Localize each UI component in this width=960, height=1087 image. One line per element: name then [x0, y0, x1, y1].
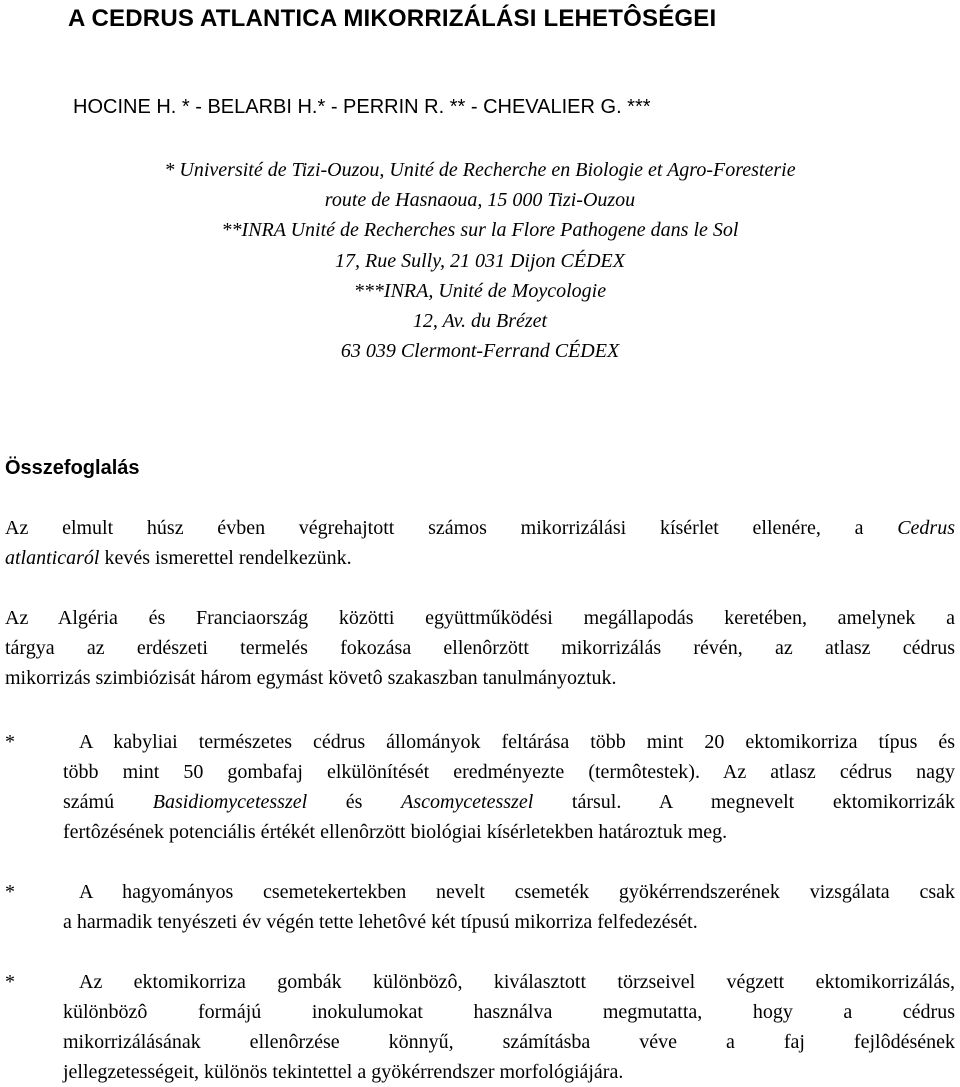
paragraph-line — [5, 513, 955, 543]
bullet-body — [63, 967, 955, 1087]
bullet-body — [63, 727, 955, 847]
summary-paragraph-1 — [5, 513, 955, 573]
bullet-marker: * — [5, 971, 15, 993]
taxon-name: Ascomycetesszel — [401, 791, 534, 813]
paragraph-line: különbözô formájú inokulumokat használva megmutatta, hogy a cédrus — [63, 1001, 955, 1023]
summary-heading: Összefoglalás — [5, 457, 140, 479]
summary-paragraph-2 — [5, 603, 955, 693]
text-run: és — [307, 791, 402, 813]
paragraph-line: mikorrizás szimbiózisát három egymást követô szakaszban tanulmányoztuk. — [5, 667, 617, 689]
bullet-marker: * — [5, 731, 15, 753]
paragraph-line — [63, 787, 955, 817]
text-run: társul. A megnevelt ektomikorrizák — [533, 791, 956, 813]
paragraph-line: Az Algéria és Franciaország közötti együttműködési megállapodás keretében, amelynek a — [5, 607, 955, 629]
affiliation-line: 12, Av. du Brézet — [412, 310, 548, 333]
paragraph-line: fertôzésének potenciális értékét ellenôrzött biológiai kísérletekben határoztuk meg. — [63, 821, 728, 843]
paragraph-line: tárgya az erdészeti termelés fokozása ellenôrzött mikorrizálás révén, az atlasz cédrus — [5, 637, 955, 659]
paragraph-line: a harmadik tenyészeti év végén tette lehetôvé két típusú mikorriza felfedezését. — [63, 911, 698, 933]
affiliations-block — [0, 155, 960, 366]
affiliation-line: ***INRA, Unité de Moycologie — [353, 279, 607, 302]
paragraph-line: több mint 50 gombafaj elkülönítését eredményezte (termôtestek). Az atlasz cédrus nagy — [63, 761, 955, 783]
paragraph-line: A kabyliai természetes cédrus állományok feltárása több mint 20 ektomikorriza típus és — [79, 731, 955, 753]
affiliation-line: 63 039 Clermont-Ferrand CÉDEX — [340, 340, 620, 363]
affiliation-line: **INRA Unité de Recherches sur la Flore Pathogene dans le Sol — [221, 219, 739, 242]
text-run: kevés ismerettel rendelkezünk. — [99, 547, 352, 569]
text-run: Az elmult húsz évben végrehajtott számos mikorrizálási kísérlet ellenére, a — [5, 517, 898, 539]
species-name: Cedrus — [897, 517, 955, 539]
taxon-name: Basidiomycetesszel — [152, 791, 308, 813]
text-run: számú — [63, 791, 153, 813]
author-list: HOCINE H. * - BELARBI H.* - PERRIN R. ** - CHEVALIER G. *** — [73, 96, 651, 118]
affiliation-line: 17, Rue Sully, 21 031 Dijon CÉDEX — [335, 249, 625, 272]
bullet-marker: * — [5, 881, 15, 903]
paragraph-line — [5, 543, 955, 573]
affiliation-line: route de Hasnaoua, 15 000 Tizi-Ouzou — [324, 189, 636, 212]
paragraph-line: mikorrizálásának ellenôrzése könnyű, számításba véve a faj fejlôdésének — [63, 1031, 955, 1053]
paragraph-line: jellegzetességeit, különös tekintettel a gyökérrendszer morfológiájára. — [63, 1061, 624, 1083]
paragraph-line: Az ektomikorriza gombák különbözô, kiválasztott törzseivel végzett ektomikorrizálás, — [79, 971, 955, 993]
species-name: atlanticaról — [5, 547, 100, 569]
paragraph-line: A hagyományos csemetekertekben nevelt csemeték gyökérrendszerének vizsgálata csak — [79, 881, 955, 903]
affiliation-line: * Université de Tizi-Ouzou, Unité de Recherche en Biologie et Agro-Foresterie — [164, 159, 796, 181]
document-title: A CEDRUS ATLANTICA MIKORRIZÁLÁSI LEHETÔSÉGEI — [68, 5, 717, 32]
bullet-body — [63, 877, 955, 937]
